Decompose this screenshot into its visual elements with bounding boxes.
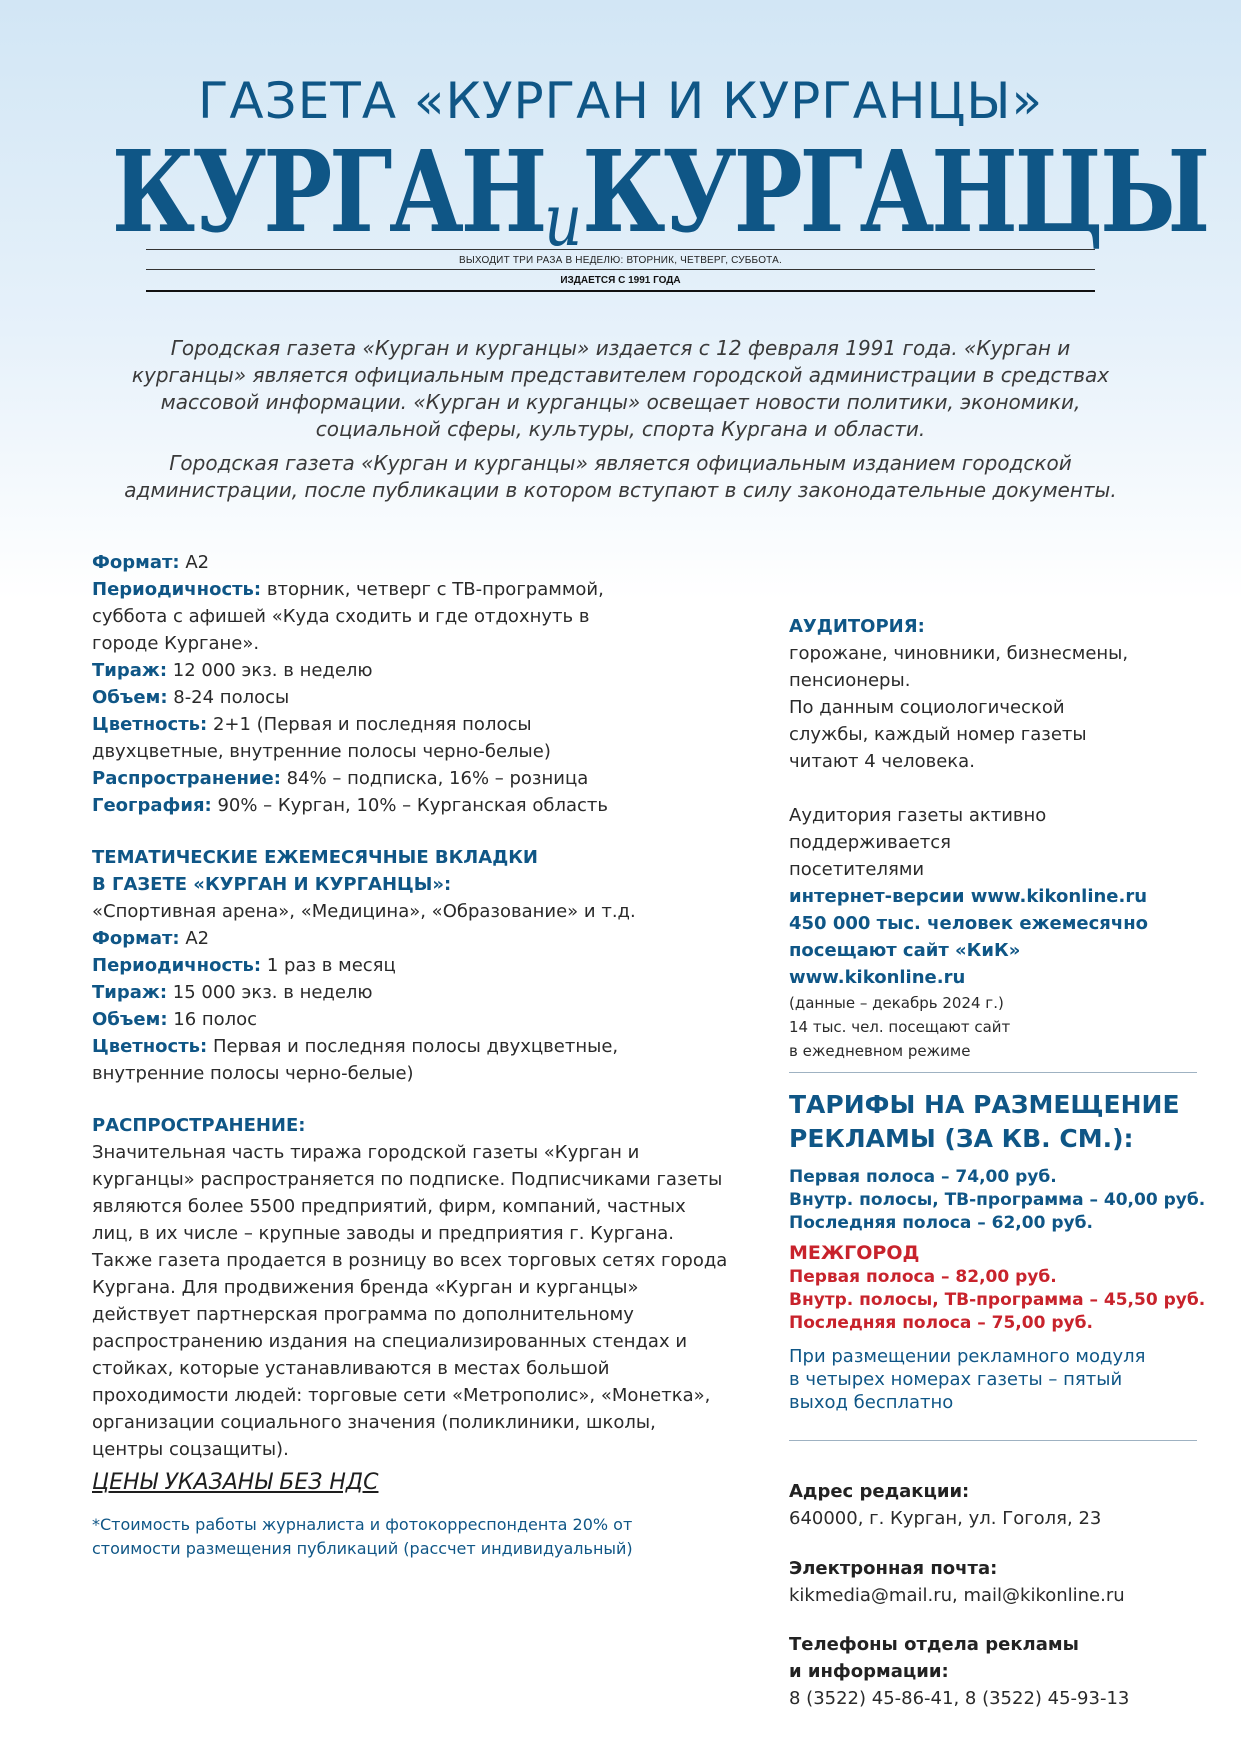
specs-block: [92, 549, 652, 819]
spec-value: 1 раз в месяц: [261, 955, 396, 976]
tariff-local-first: Первая полоса – 74,00 руб.: [789, 1167, 1057, 1187]
spec-label: Тираж:: [92, 982, 168, 1003]
audience-heading: АУДИТОРИЯ:: [789, 616, 925, 637]
phones-label-2: и информации:: [789, 1661, 949, 1682]
spec-value: 2+1 (Первая и последняя полосы двухцветные, внутренние полосы черно-белые): [92, 714, 551, 762]
divider: [789, 1072, 1197, 1073]
audience-text-3: Аудитория газеты активно поддерживается посетителями: [789, 805, 1047, 880]
spec-value: 84% – подписка, 16% – розница: [280, 768, 589, 789]
header-title: ГАЗЕТА «КУРГАН И КУРГАНЦЫ»: [197, 72, 1044, 130]
masthead-rule-mid: [146, 269, 1095, 270]
spec-label: Тираж:: [92, 660, 168, 681]
distribution-text: Значительная часть тиража городской газеты «Курган и курганцы» распространяется по подписке. Подписчиками газеты являются более 5500 предприятий, фирм, компаний, частных лиц, в их числе – крупные заводы и предприятия г. Кургана. Также газета продается в розницу во всех торговых сетях города Кургана. Для продвижения бренда «Курган и курганцы» действует партнерская программа по дополнительному распространению издания на специализированных стендах и стойках, которые устанавливаются в местах большой проходимости людей: торговые сети «Метрополис», «Монетка», организации социального значения (поликлиники, школы, центры соцзащиты).: [92, 1142, 728, 1460]
audience-web-1: интернет-версии www.kikonline.ru: [789, 886, 1148, 907]
audience-small-3: в ежедневном режиме: [789, 1042, 971, 1060]
vat-note: ЦЕНЫ УКАЗАНЫ БЕЗ НДС: [92, 1470, 379, 1495]
spec-value: 90% – Курган, 10% – Курганская область: [211, 795, 608, 816]
tagline: ВЫХОДИТ ТРИ РАЗА В НЕДЕЛЮ: ВТОРНИК, ЧЕТВЕРГ, СУББОТА.: [458, 255, 783, 266]
intro-paragraph-2: Городская газета «Курган и курганцы» является официальным изданием городской администрации, после публикации в котором вступают в силу законодательные документы.: [124, 451, 1117, 502]
inserts-heading-1: ТЕМАТИЧЕСКИЕ ЕЖЕМЕСЯЧНЫЕ ВКЛАДКИ: [92, 847, 539, 868]
address-label: Адрес редакции:: [789, 1481, 970, 1502]
spec-label: Объем:: [92, 687, 168, 708]
phones-value: 8 (3522) 45-86-41, 8 (3522) 45-93-13: [789, 1688, 1130, 1709]
audience-web-2: 450 000 тыс. человек ежемесячно посещают сайт «КиК»: [789, 913, 1148, 961]
address-value: 640000, г. Курган, ул. Гоголя, 23: [789, 1508, 1102, 1529]
tariffs-block: [789, 1088, 1239, 1414]
audience-small-1: (данные – декабрь 2024 г.): [789, 994, 1004, 1012]
spec-label: Формат:: [92, 928, 180, 949]
phones-label-1: Телефоны отдела рекламы: [789, 1634, 1079, 1655]
tariff-intercity-last: Последняя полоса – 75,00 руб.: [789, 1313, 1093, 1333]
inserts-topics: «Спортивная арена», «Медицина», «Образование» и т.д.: [92, 901, 636, 922]
tariff-intercity-first: Первая полоса – 82,00 руб.: [789, 1267, 1057, 1287]
spec-value: 12 000 экз. в неделю: [167, 660, 373, 681]
distribution-heading: РАСПРОСТРАНЕНИЕ:: [92, 1115, 306, 1136]
masthead-rule-bottom: [146, 290, 1095, 292]
inserts-heading-2: В ГАЗЕТЕ «КУРГАН И КУРГАНЦЫ»:: [92, 874, 452, 895]
distribution-block: [92, 1112, 752, 1463]
spec-value: 15 000 экз. в неделю: [167, 982, 373, 1003]
spec-value: 8-24 полосы: [167, 687, 290, 708]
masthead-mid: и: [544, 178, 583, 262]
spec-label: География:: [92, 795, 212, 816]
inserts-block: [92, 844, 692, 1087]
spec-value: 16 полос: [167, 1009, 258, 1030]
spec-label: Цветность:: [92, 1036, 208, 1057]
spec-label: Распространение:: [92, 768, 281, 789]
tariff-local-inner: Внутр. полосы, ТВ-программа – 40,00 руб.: [789, 1190, 1206, 1210]
spec-value: А2: [179, 552, 210, 573]
phones-block: [789, 1631, 1209, 1712]
spec-label: Периодичность:: [92, 955, 262, 976]
email-value: kikmedia@mail.ru, mail@kikonline.ru: [789, 1585, 1125, 1606]
intro-paragraph-1: Городская газета «Курган и курганцы» издается с 12 февраля 1991 года. «Курган и курганцы» является официальным представителем городской администрации в средствах массовой информации. «Курган и курганцы» освещает новости политики, экономики, социальной сферы, культуры, спорта Кургана и области.: [131, 336, 1110, 441]
tariffs-intercity-heading: МЕЖГОРОД: [789, 1242, 920, 1264]
tariffs-bonus: При размещении рекламного модуля в четырех номерах газеты – пятый выход бесплатно: [789, 1346, 1146, 1413]
audience-block: [789, 613, 1169, 1063]
email-label: Электронная почта:: [789, 1558, 998, 1579]
tariffs-heading: ТАРИФЫ НА РАЗМЕЩЕНИЕ РЕКЛАМЫ (ЗА КВ. СМ.):: [789, 1090, 1180, 1153]
tariff-local-last: Последняя полоса – 62,00 руб.: [789, 1213, 1093, 1233]
masthead-left: КУРГАН: [111, 127, 545, 258]
spec-value: А2: [179, 928, 210, 949]
email-block: [789, 1555, 1209, 1609]
divider: [789, 1440, 1197, 1441]
spec-label: Периодичность:: [92, 579, 262, 600]
spec-value: Первая и последняя полосы двухцветные, внутренние полосы черно-белые): [92, 1036, 619, 1084]
audience-web-3: www.kikonline.ru: [789, 967, 966, 988]
spec-label: Формат:: [92, 552, 180, 573]
audience-text-1: горожане, чиновники, бизнесмены, пенсионеры.: [789, 643, 1129, 691]
spec-value: вторник, четверг с ТВ-программой, суббота с афишей «Куда сходить и где отдохнуть в городе Кургане».: [92, 579, 604, 654]
audience-small-2: 14 тыс. чел. посещают сайт: [789, 1018, 1011, 1036]
audience-text-2: По данным социологической службы, каждый номер газеты читают 4 человека.: [789, 697, 1087, 772]
masthead-right: КУРГАНЦЫ: [582, 127, 1208, 258]
spec-label: Объем:: [92, 1009, 168, 1030]
contacts-block: [789, 1478, 1209, 1532]
footnote: *Стоимость работы журналиста и фотокорреспондента 20% от стоимости размещения публикаций (рассчет индивидуальный): [92, 1515, 633, 1558]
tariff-intercity-inner: Внутр. полосы, ТВ-программа – 45,50 руб.: [789, 1290, 1206, 1310]
spec-label: Цветность:: [92, 714, 208, 735]
since-label: ИЗДАЕТСЯ С 1991 ГОДА: [560, 275, 681, 286]
masthead-rule-top: [146, 249, 1095, 250]
